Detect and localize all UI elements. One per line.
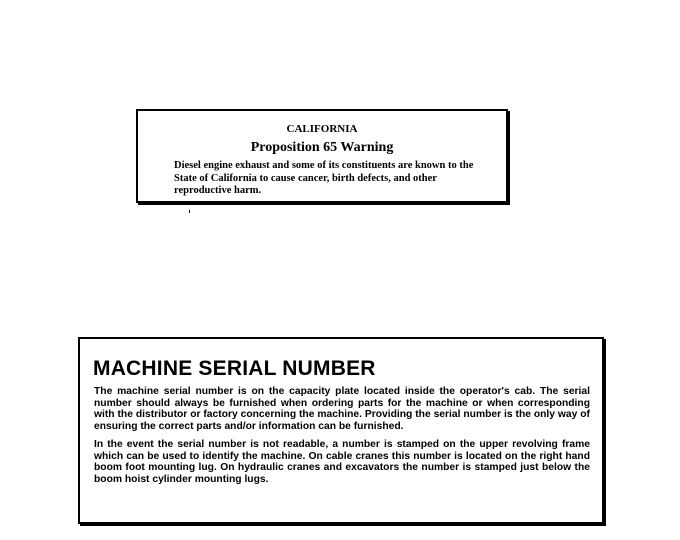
scan-artifact-mark	[189, 210, 190, 213]
prop65-heading: Proposition 65 Warning	[250, 140, 394, 155]
serial-number-paragraph-1: The machine serial number is on the capacity plate located inside the operator's cab. The serial number should always be furnished when ordering parts for the machine or when corresponding with the distributor or factory concerning the machine. Providing the serial number is the only way of ensuring the correct parts and/or information can be furnished.	[94, 386, 590, 432]
prop65-warning-text: Diesel engine exhaust and some of its constituents are known to the State of California to cause cancer, birth defects, and other reproductive harm.	[174, 160, 474, 196]
serial-number-paragraph-2: In the event the serial number is not readable, a number is stamped on the upper revolving frame which can be used to identify the machine. On cable cranes this number is located on the right hand boom foot mounting lug. On hydraulic cranes and excavators the number is stamped just below the boom hoist cylinder mounting lugs.	[94, 439, 590, 485]
prop65-state-label: CALIFORNIA	[286, 123, 358, 135]
serial-number-box	[78, 337, 604, 524]
prop65-warning-box	[136, 109, 508, 203]
serial-number-title: MACHINE SERIAL NUMBER	[93, 357, 376, 380]
